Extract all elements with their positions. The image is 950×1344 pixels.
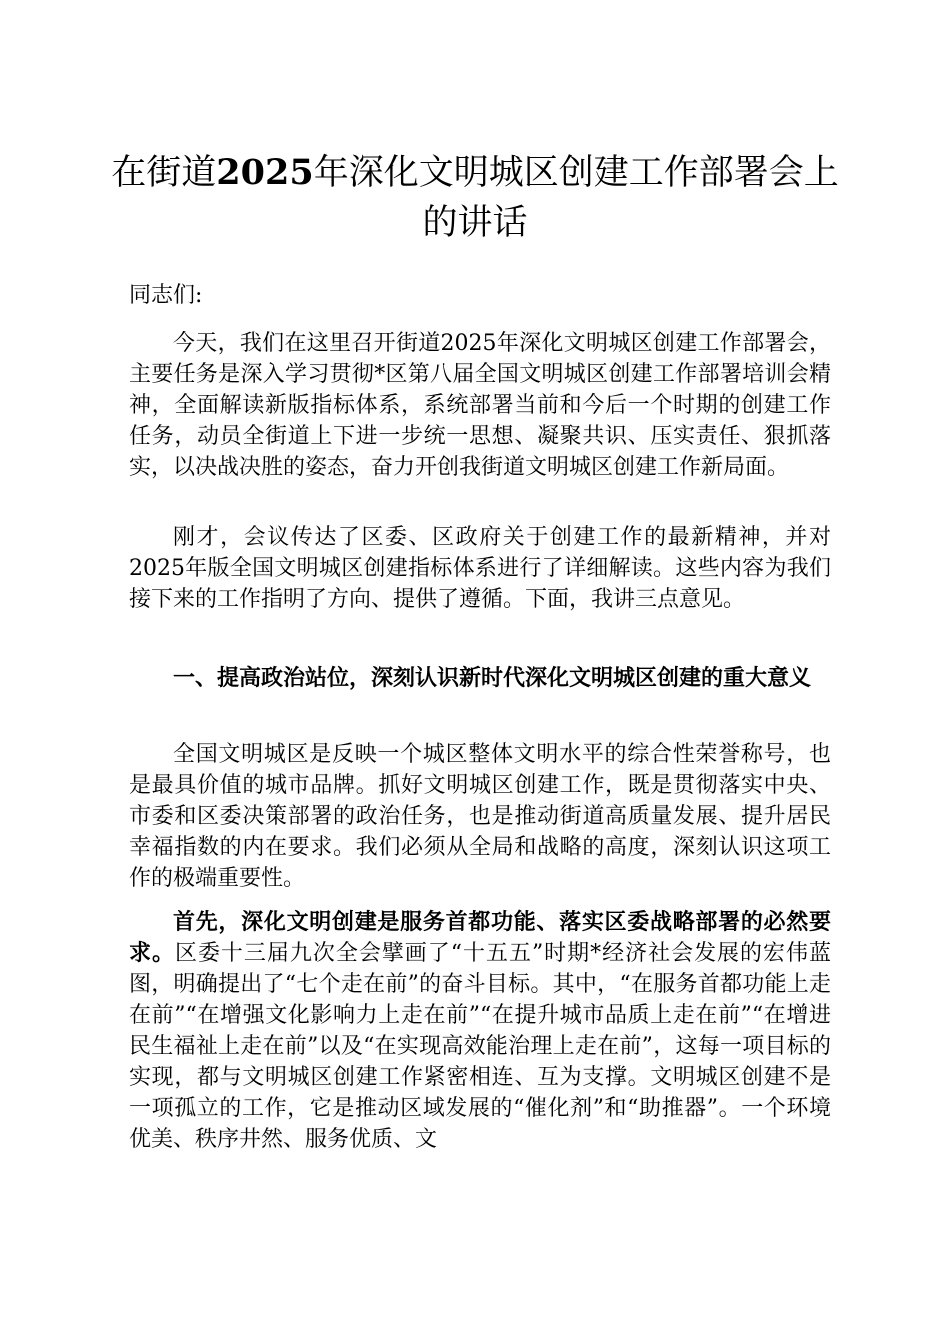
paragraph-first-point <box>129 907 831 1155</box>
first-point-lead: 首先，深化文明创建是服务首都功能、落实区委战略部署的必然要求。 <box>129 909 831 966</box>
salutation: 同志们: <box>129 283 203 308</box>
title-year: 2025 <box>216 152 314 193</box>
paragraph-significance: 全国文明城区是反映一个城区整体文明水平的综合性荣誉称号，也是最具价值的城市品牌。抓好文明城区创建工作，既是贯彻落实中央、市委和区委决策部署的政治任务，也是推动街道高质量发展、提升居民幸福指数的内在要求。我们必须从全局和战略的高度，深刻认识这项工作的极端重要性。 <box>129 742 831 891</box>
paragraph-context: 刚才，会议传达了区委、区政府关于创建工作的最新精神，并对2025年版全国文明城区创建指标体系进行了详细解读。这些内容为我们接下来的工作指明了方向、提供了遵循。下面，我讲三点意见。 <box>129 525 831 612</box>
title-prefix: 在街道 <box>111 153 217 193</box>
section-heading-one: 一、提高政治站位，深刻认识新时代深化文明城区创建的重大意义 <box>173 665 812 691</box>
document-title <box>110 148 840 248</box>
title-suffix: 年深化文明城区创建工作部署会上的讲话 <box>313 153 839 243</box>
paragraph-intro: 今天，我们在这里召开街道2025年深化文明城区创建工作部署会，主要任务是深入学习贯彻*区第八届全国文明城区创建工作部署培训会精神，全面解读新版指标体系，系统部署当前和今后一个时期的创建工作任务，动员全街道上下进一步统一思想、凝聚共识、压实责任、狠抓落实，以决战决胜的姿态，奋力开创我街道文明城区创建工作新局面。 <box>129 331 831 480</box>
first-point-body: 区委十三届九次全会擘画了“十五五”时期*经济社会发展的宏伟蓝图，明确提出了“七个走在前”的奋斗目标。其中，“在服务首都功能上走在前”“在增强文化影响力上走在前”“在提升城市品质上走在前”“在增进民生福祉上走在前”以及“在实现高效能治理上走在前”，这每一项目标的实现，都与文明城区创建工作紧密相连、互为支撑。文明城区创建不是一项孤立的工作，它是推动区域发展的“催化剂”和“助推器”。一个环境优美、秩序井然、服务优质、文 <box>129 941 831 1152</box>
